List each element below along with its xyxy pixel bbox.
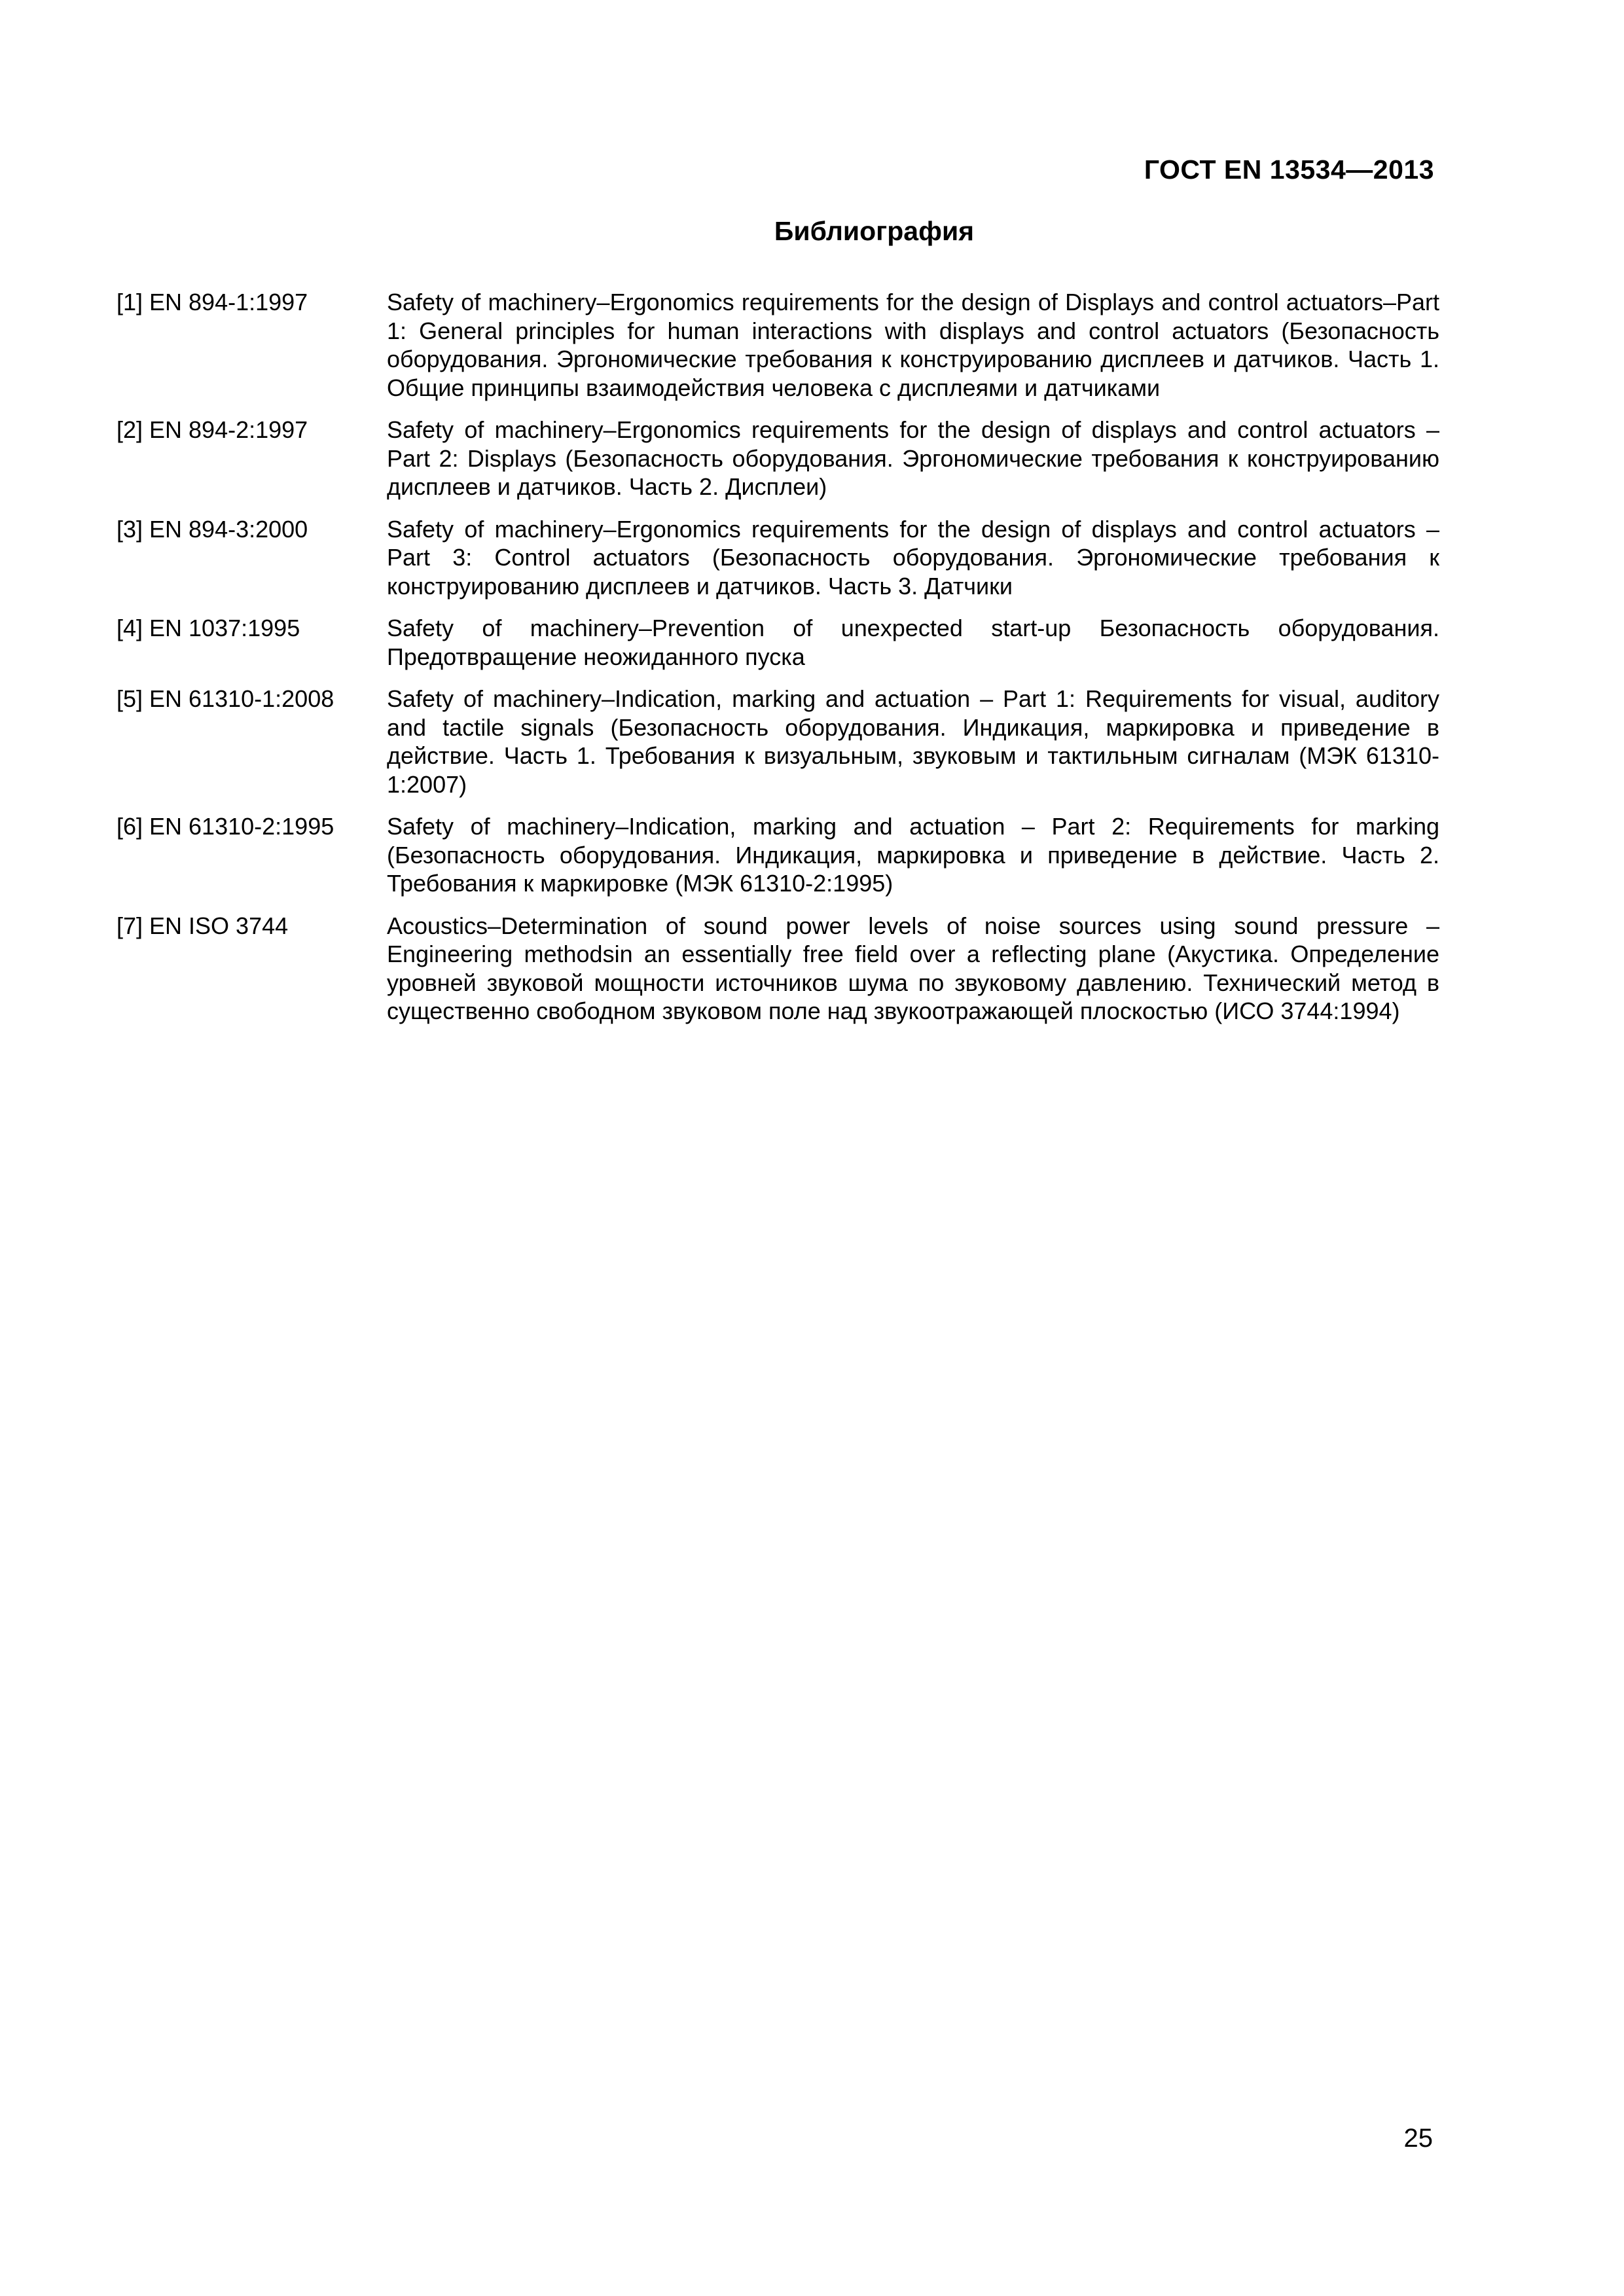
page-title: Библиография (774, 216, 975, 246)
entry-description: Safety of machinery–Prevention of unexpected start-up Безопасность оборудования. Предотвращение неожиданного пуска (387, 615, 1439, 670)
bibliography-entry (117, 912, 1439, 1026)
bibliography-entry (117, 515, 1439, 601)
bibliography-entry (117, 812, 1439, 898)
entry-description: Safety of machinery–Ergonomics requirements for the design of Displays and control actuators–Part 1: General principles for human interactions with displays and control actuators (Безопасность оборудования. Эргономические требования к конструированию дисплеев и датчиков. Часть 1. Общие принципы взаимодействия человека с дисплеями и датчиками (387, 289, 1439, 401)
bibliography-entry (117, 685, 1439, 798)
entry-reference: [3] EN 894-3:2000 (117, 515, 308, 543)
bibliography-entry (117, 288, 1439, 402)
entry-reference: [6] EN 61310-2:1995 (117, 813, 334, 840)
entry-reference: [7] EN ISO 3744 (117, 912, 289, 939)
page-number: 25 (1403, 2124, 1433, 2153)
bibliography-list (117, 288, 1439, 1039)
entry-reference: [2] EN 894-2:1997 (117, 416, 308, 443)
bibliography-entry (117, 614, 1439, 671)
entry-description: Safety of machinery–Indication, marking and actuation – Part 2: Requirements for marking (Безопасность оборудования. Индикация, маркировка и приведение в действие. Часть 2. Требования к маркировке (МЭК 61310-2:1995) (387, 813, 1439, 897)
document-code: ГОСТ EN 13534—2013 (1144, 154, 1434, 185)
entry-description: Safety of machinery–Ergonomics requirements for the design of displays and control actuators – Part 3: Control actuators (Безопасность оборудования. Эргономические требования к конструированию дисплеев и датчиков. Часть 3. Датчики (387, 515, 1439, 600)
entry-reference: [1] EN 894-1:1997 (117, 289, 308, 315)
entry-description: Safety of machinery–Indication, marking and actuation – Part 1: Requirements for visual, auditory and tactile signals (Безопасность оборудования. Индикация, маркировка и приведение в действие. Часть 1. Требования к визуальным, звуковым и тактильным сигналам (МЭК 61310-1:2007) (387, 685, 1439, 798)
entry-description: Acoustics–Determination of sound power levels of noise sources using sound pressure – Engineering methodsin an essentially free field over a reflecting plane (Акустика. Определение уровней звуковой мощности источников шума по звуковому давлению. Технический метод в существенно свободном звуковом поле над звукоотражающей плоскостью (ИСО 3744:1994) (387, 912, 1439, 1024)
entry-reference: [5] EN 61310-1:2008 (117, 685, 334, 712)
entry-description: Safety of machinery–Ergonomics requirements for the design of displays and control actuators – Part 2: Displays (Безопасность оборудования. Эргономические требования к конструированию дисплеев и датчиков. Часть 2. Дисплеи) (387, 416, 1439, 500)
bibliography-entry (117, 416, 1439, 501)
entry-reference: [4] EN 1037:1995 (117, 615, 300, 641)
